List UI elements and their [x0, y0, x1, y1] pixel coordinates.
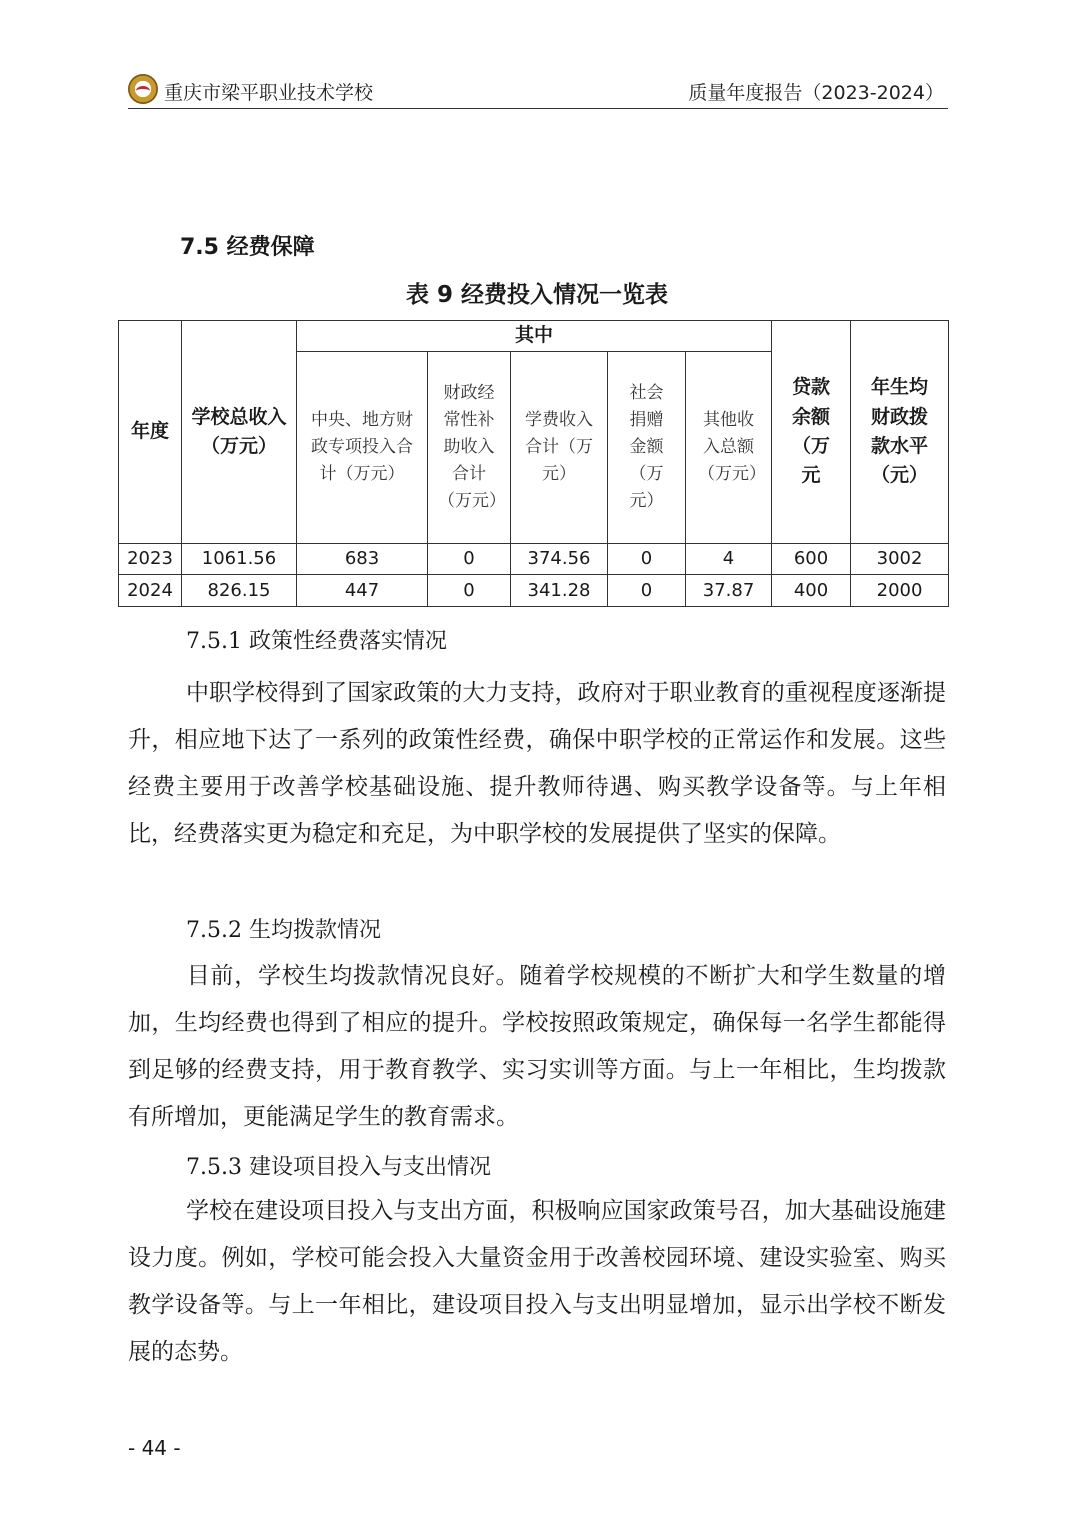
cell-total-income: 1061.56: [182, 544, 297, 575]
page-header: [128, 72, 948, 109]
table-title: 表 9 经费投入情况一览表: [405, 282, 669, 308]
section-heading: 7.5 经费保障: [180, 235, 315, 260]
subsection-title: 7.5.1 政策性经费落实情况: [186, 629, 447, 654]
header-per-student: 年生均财政拨款水平（元）: [851, 321, 949, 544]
header-other: 其他收入总额（万元）: [686, 352, 772, 544]
paragraph: [128, 1188, 946, 1376]
cell-fiscal-subsidy: 0: [428, 544, 511, 575]
cell-fiscal-subsidy: 0: [428, 575, 511, 607]
cell-tuition: 341.28: [511, 575, 608, 607]
cell-year: 2023: [119, 544, 182, 575]
subsection-title: 7.5.3 建设项目投入与支出情况: [186, 1155, 491, 1180]
cell-total-income: 826.15: [182, 575, 297, 607]
paragraph-text: 中职学校得到了国家政策的大力支持，政府对于职业教育的重视程度逐渐提升，相应地下达了一系列的政策性经费，确保中职学校的正常运作和发展。这些经费主要用于改善学校基础设施、提升教师待遇、购买教学设备等。与上年相比，经费落实更为稳定和充足，为中职学校的发展提供了坚实的保障。: [128, 680, 946, 847]
cell-donation: 0: [608, 544, 686, 575]
page-number: - 44 -: [128, 1436, 181, 1460]
report-title: 质量年度报告（2023-2024）: [688, 82, 944, 104]
cell-per-student: 2000: [851, 575, 949, 607]
funding-table: [118, 320, 949, 607]
cell-per-student: 3002: [851, 544, 949, 575]
paragraph: [128, 953, 946, 1141]
header-group: 其中: [297, 321, 772, 352]
header-fiscal-subsidy: 财政经常性补助收入合计（万元）: [428, 352, 511, 544]
header-tuition: 学费收入合计（万元）: [511, 352, 608, 544]
table-row: [119, 575, 949, 607]
header-loan: 贷款余额（万元: [772, 321, 851, 544]
header-donation: 社会捐赠金额（万元）: [608, 352, 686, 544]
table-row: [119, 544, 949, 575]
cell-central-local: 447: [297, 575, 428, 607]
cell-central-local: 683: [297, 544, 428, 575]
subsection-title: 7.5.2 生均拨款情况: [186, 918, 381, 943]
school-logo-icon: [128, 74, 158, 104]
cell-other: 37.87: [686, 575, 772, 607]
header-total-income: 学校总收入（万元）: [182, 321, 297, 544]
cell-loan: 400: [772, 575, 851, 607]
cell-tuition: 374.56: [511, 544, 608, 575]
cell-other: 4: [686, 544, 772, 575]
paragraph: [128, 670, 946, 858]
cell-donation: 0: [608, 575, 686, 607]
cell-year: 2024: [119, 575, 182, 607]
header-year: 年度: [119, 321, 182, 544]
school-name: 重庆市梁平职业技术学校: [164, 82, 374, 104]
paragraph-text: 目前，学校生均拨款情况良好。随着学校规模的不断扩大和学生数量的增加，生均经费也得到了相应的提升。学校按照政策规定，确保每一名学生都能得到足够的经费支持，用于教育教学、实习实训等方面。与上一年相比，生均拨款有所增加，更能满足学生的教育需求。: [128, 963, 946, 1130]
paragraph-text: 学校在建设项目投入与支出方面，积极响应国家政策号召，加大基础设施建设力度。例如，学校可能会投入大量资金用于改善校园环境、建设实验室、购买教学设备等。与上一年相比，建设项目投入与支出明显增加，显示出学校不断发展的态势。: [128, 1198, 946, 1365]
cell-loan: 600: [772, 544, 851, 575]
header-central-local: 中央、地方财政专项投入合计（万元）: [297, 352, 428, 544]
